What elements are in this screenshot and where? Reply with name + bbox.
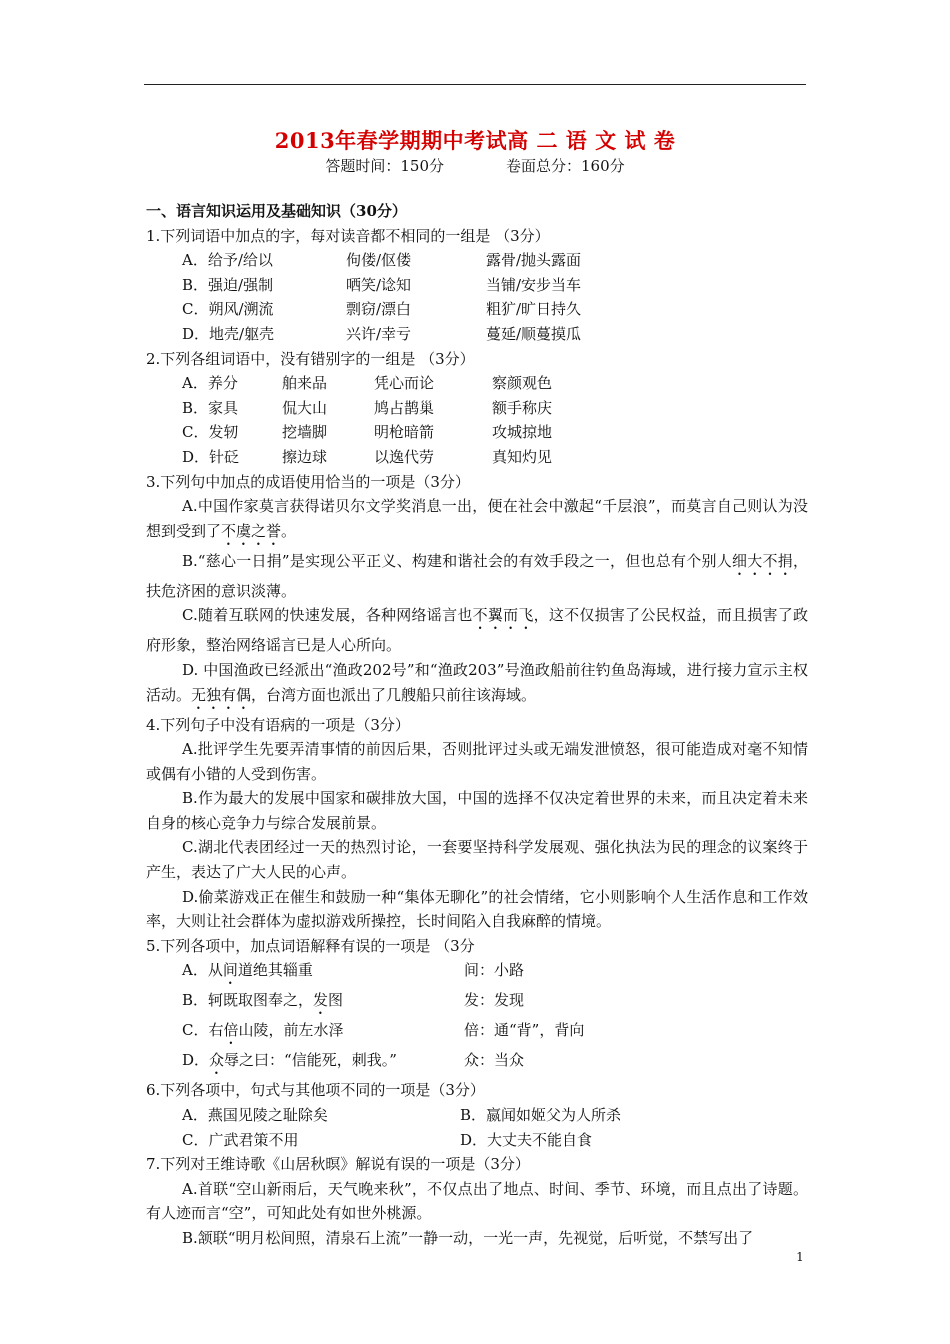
q2-option-c bbox=[146, 420, 808, 445]
q1-b-1: B．强迫/强制 bbox=[182, 275, 274, 294]
q3-d-idiom: 无独有偶 bbox=[191, 685, 252, 704]
q2-c-2: 挖墙脚 bbox=[282, 423, 328, 442]
q4-option-a: A.批评学生先要弄清事情的前因后果，否则批评过头或无端发泄愤怒，很可能造成对毫不知情或偶有小错的人受到伤害。 bbox=[146, 740, 808, 783]
q6-c: C．广武君策不用 bbox=[182, 1130, 299, 1149]
q5-a-pre: A．从 bbox=[182, 961, 223, 980]
q2-a-4: 察颜观色 bbox=[492, 374, 553, 393]
q5-d-pre: D． bbox=[182, 1051, 210, 1070]
q1-option-c bbox=[146, 297, 808, 322]
q5-option-c bbox=[146, 1018, 808, 1048]
q2-b-3: 鸠占鹊巢 bbox=[374, 398, 435, 417]
q4-option-b: B.作为最大的发展中国家和碳排放大国，中国的选择不仅决定着世界的未来，而且决定着未来自身的核心竞争力与综合发展前景。 bbox=[146, 789, 808, 832]
q5-b-post: 图 bbox=[328, 991, 344, 1010]
exam-subtitle bbox=[0, 155, 950, 176]
q3-option-c bbox=[146, 603, 808, 658]
answer-time: 答题时间：150分 bbox=[325, 157, 444, 175]
q1-c-2: 剽窃/漂白 bbox=[346, 300, 412, 319]
q2-c-1: C．发轫 bbox=[182, 423, 239, 442]
q7-option-b: B.颔联“明月松间照，清泉石上流”一静一动，一光一声，先视觉，后听觉，不禁写出了 bbox=[182, 1229, 754, 1247]
q2-c-4: 攻城掠地 bbox=[492, 423, 553, 442]
q5-c-phrase bbox=[182, 1018, 464, 1048]
q5-option-d bbox=[146, 1048, 808, 1078]
q5-d-phrase bbox=[182, 1048, 464, 1078]
q1-b-3: 当铺/安步当车 bbox=[486, 275, 582, 294]
q2-a-3: 凭心而论 bbox=[374, 374, 435, 393]
q3-d-text: D. 中国渔政已经派出“渔政202号”和“渔政203”号渔政船前往钓鱼岛海域，进行接力宣示主权活动。 bbox=[146, 660, 808, 704]
q1-a-2: 佝偻/伛偻 bbox=[346, 251, 412, 270]
q5-option-b bbox=[146, 988, 808, 1018]
q3-c-text: C.随着互联网的快速发展，各种网络谣言也 bbox=[182, 606, 473, 625]
q2-d-3: 以逸代劳 bbox=[374, 447, 435, 466]
page-number: 1 bbox=[796, 1250, 804, 1264]
q6-d: D．大丈夫不能自食 bbox=[460, 1130, 593, 1149]
question-1-stem: 1.下列词语中加点的字，每对读音都不相同的一组是 （3分） bbox=[146, 226, 550, 245]
q5-d-key: 众 bbox=[209, 1051, 225, 1070]
q2-option-b bbox=[146, 396, 808, 421]
q1-d-1: D．地壳/躯壳 bbox=[182, 324, 275, 343]
q2-a-1: A．养分 bbox=[182, 374, 238, 393]
q3-b-idiom: 细大不捐 bbox=[731, 551, 793, 570]
q6-b: B．嬴闻如姬父为人所杀 bbox=[460, 1106, 622, 1125]
q1-a-1: A．给予/给以 bbox=[182, 251, 273, 270]
q5-b-gloss: 发：发现 bbox=[464, 991, 525, 1010]
q3-option-b bbox=[146, 549, 808, 604]
q1-b-2: 哂笑/谂知 bbox=[346, 275, 412, 294]
q5-a-key: 间 bbox=[222, 961, 238, 980]
q5-d-gloss: 众：当众 bbox=[464, 1051, 525, 1070]
q3-option-d bbox=[146, 658, 808, 713]
q5-c-pre: C．右 bbox=[182, 1021, 224, 1040]
exam-content bbox=[146, 199, 808, 1251]
q6-options-cd bbox=[146, 1128, 808, 1153]
q5-c-post: 山陵，前左水泽 bbox=[238, 1021, 344, 1040]
q3-c-idiom: 不翼而飞 bbox=[472, 606, 534, 625]
q3-a-text: A.中国作家莫言获得诺贝尔文学奖消息一出，便在社会中激起“千层浪”，而莫言自己则认为没想到受到了 bbox=[146, 497, 808, 540]
q4-option-c: C.湖北代表团经过一天的热烈讨论，一套要坚持科学发展观、强化执法为民的理念的议案终于产生，表达了广大人民的心声。 bbox=[146, 838, 808, 882]
q5-c-key: 倍 bbox=[223, 1021, 239, 1040]
q5-a-post: 道绝其辎重 bbox=[237, 961, 313, 980]
section-heading: 一、语言知识运用及基础知识（30分） bbox=[146, 202, 407, 220]
total-score: 卷面总分：160分 bbox=[506, 157, 625, 175]
q5-a-phrase bbox=[182, 958, 464, 988]
q5-option-a bbox=[146, 958, 808, 988]
question-2-stem: 2.下列各组词语中，没有错别字的一组是 （3分） bbox=[146, 349, 475, 368]
q1-a-3: 露骨/抛头露面 bbox=[486, 251, 582, 270]
q2-b-1: B．家具 bbox=[182, 398, 239, 417]
question-6-stem: 6.下列各项中，句式与其他项不同的一项是（3分） bbox=[146, 1081, 485, 1100]
q1-c-3: 粗犷/旷日持久 bbox=[486, 300, 582, 319]
q5-b-pre: B．轲既取图奉之， bbox=[182, 991, 314, 1010]
question-5-stem: 5.下列各项中，加点词语解释有误的一项是 （3分 bbox=[146, 936, 475, 955]
q3-b-text: B.“慈心一日捐”是实现公平正义、构建和谐社会的有效手段之一，但也总有个别人 bbox=[182, 551, 732, 570]
q3-d-end: ，台湾方面也派出了几艘船只前往该海域。 bbox=[251, 685, 537, 704]
q2-c-3: 明枪暗箭 bbox=[374, 423, 435, 442]
question-3-stem: 3.下列句中加点的成语使用恰当的一项是（3分） bbox=[146, 472, 470, 491]
q5-c-gloss: 倍：通“背”，背向 bbox=[464, 1021, 585, 1040]
q1-option-d bbox=[146, 322, 808, 347]
header-rule bbox=[144, 84, 806, 85]
q2-d-4: 真知灼见 bbox=[492, 447, 553, 466]
question-4-stem: 4.下列句子中没有语病的一项是（3分） bbox=[146, 715, 410, 734]
q4-option-d: D.偷菜游戏正在催生和鼓励一种“集体无聊化”的社会情绪，它小则影响个人生活作息和工作效率，大则让社会群体为虚拟游戏所操控，长时间陷入自我麻醉的情境。 bbox=[146, 887, 808, 931]
q3-a-idiom: 不虞之誉 bbox=[221, 521, 282, 540]
q5-d-post: 辱之曰：“信能死，刺我。” bbox=[224, 1051, 397, 1070]
q3-c-end: ，这不仅损害了公民权益，而且损害了政府形象，整治网络谣言已是人心所向。 bbox=[146, 606, 808, 655]
q3-option-a bbox=[146, 494, 808, 549]
q6-options-ab bbox=[146, 1103, 808, 1128]
q7-option-a: A.首联“空山新雨后，天气晚来秋”，不仅点出了地点、时间、季节、环境，而且点出了诗题。有人迹而言“空”，可知此处有如世外桃源。 bbox=[146, 1179, 808, 1223]
q3-a-end: 。 bbox=[281, 521, 297, 540]
exam-title: 2013年春学期期中考试高 二 语 文 试 卷 bbox=[274, 128, 676, 153]
q3-b-end: ，扶危济困的意识淡薄。 bbox=[146, 551, 808, 600]
q1-d-3: 蔓延/顺蔓摸瓜 bbox=[486, 324, 582, 343]
q1-d-2: 兴许/幸亏 bbox=[346, 324, 412, 343]
q5-b-phrase bbox=[182, 988, 464, 1018]
q1-option-a bbox=[146, 248, 808, 273]
q5-a-gloss: 间：小路 bbox=[464, 961, 525, 980]
q2-option-a bbox=[146, 371, 808, 396]
q2-d-1: D．针砭 bbox=[182, 447, 240, 466]
q2-option-d bbox=[146, 445, 808, 470]
q2-a-2: 舶来品 bbox=[282, 374, 328, 393]
q6-a: A．燕国见陵之耻除矣 bbox=[182, 1106, 328, 1125]
q1-c-1: C．朔风/溯流 bbox=[182, 300, 274, 319]
q2-d-2: 擦边球 bbox=[282, 447, 328, 466]
q2-b-2: 侃大山 bbox=[282, 398, 328, 417]
q1-option-b bbox=[146, 273, 808, 298]
q5-b-key: 发 bbox=[313, 991, 329, 1010]
q2-b-4: 额手称庆 bbox=[492, 398, 553, 417]
question-7-stem: 7.下列对王维诗歌《山居秋暝》解说有误的一项是（3分） bbox=[146, 1155, 530, 1174]
